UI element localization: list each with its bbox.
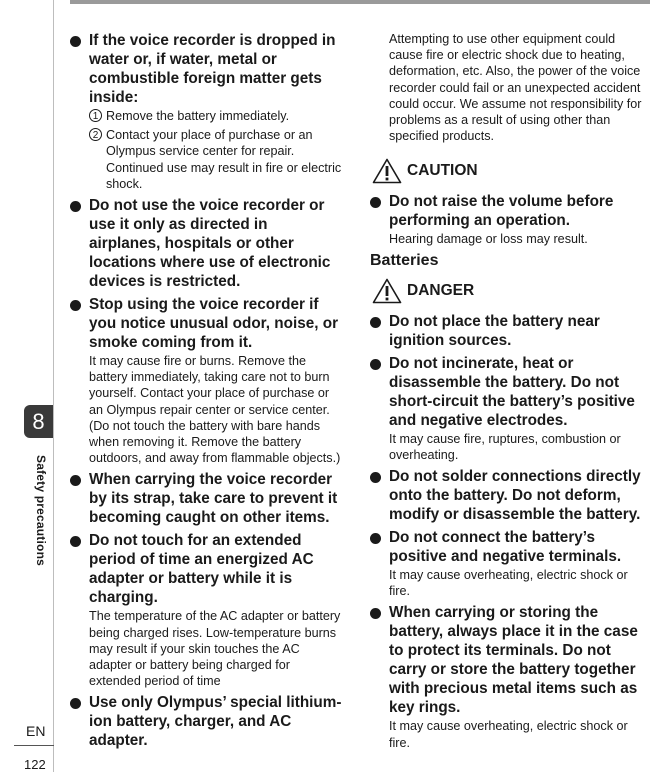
left-column [70,31,342,754]
danger-heading [372,278,648,304]
sidebar-divider [53,0,54,772]
step-number: 1 [89,109,102,122]
item-body: It may cause fire or burns. Remove the battery immediately, taking care not to burn yourself. Contact your place of purchase or an Olympus repair center or service center. (Do not touch the battery with bare hands when removing it. Remove the battery outdoors, and away from flammable objects.) [89,354,341,466]
chapter-title: Safety precautions [34,455,48,566]
item-heading: Stop using the voice recorder if you notice unusual odor, noise, or smoke coming from it. [89,296,339,352]
item-body: It may cause overheating, electric shock or fire. [389,719,628,750]
danger-item [370,354,648,463]
danger-label: DANGER [407,281,475,299]
warning-item [70,693,342,750]
item-body: Hearing damage or loss may result. [389,232,588,247]
item-heading: Do not raise the volume before performing an operation. [389,193,614,230]
step-number: 2 [89,128,102,141]
item-body: It may cause overheating, electric shock or fire. [389,568,628,599]
item-heading: When carrying the voice recorder by its strap, take care to prevent it becoming caught on other items. [89,471,338,527]
item-heading: When carrying or storing the battery, always place it in the case to protect its terminals. Do not carry or store the battery together with precious metal items such as key rings. [389,604,638,717]
bullet-icon [370,472,381,483]
bullet-icon [70,300,81,311]
item-heading: Do not touch for an extended period of time an energized AC adapter or battery while it is charging. [89,532,314,607]
item-body: The temperature of the AC adapter or battery being charged rises. Low-temperature burns may result if your skin touches the AC adapter or battery being charged for extended period of time [89,609,341,689]
item-heading: Do not use the voice recorder or use it only as directed in airplanes, hospitals or other locations where use of electronic devices is restricted. [89,197,331,291]
bullet-icon [70,475,81,486]
bullet-icon [370,359,381,370]
step-text: Remove the battery immediately. [106,109,290,123]
warning-triangle-icon [372,158,402,184]
bullet-icon [70,201,81,212]
item-heading: Do not place the battery near ignition sources. [389,312,600,349]
danger-item [370,528,648,599]
item-heading: If the voice recorder is dropped in water or, if water, metal or combustible foreign matter gets inside: [89,32,336,106]
chapter-tab[interactable]: 8 [24,405,53,438]
continuation-text: Attempting to use other equipment could cause fire or electric shock due to heating, deformation, etc. Also, the power of the voice recorder could fail or an unexpected accident could occur. We assume not responsibility for problems as a result of using other than specified products. [389,32,642,144]
warning-triangle-icon [372,278,402,304]
top-rule [70,0,650,4]
step-text: Contact your place of purchase or an Olympus service center for repair. Continued use may result in fire or electric shock. [106,128,342,191]
warning-item [70,196,342,291]
bullet-icon [70,536,81,547]
bullet-icon [70,698,81,709]
item-body: It may cause fire, ruptures, combustion or overheating. [389,431,621,462]
warning-item [70,470,342,527]
warning-item [70,31,342,192]
page-number: 122 [24,757,46,772]
bullet-icon [70,36,81,47]
bullet-icon [370,317,381,328]
step-row [89,127,342,192]
caution-heading [372,158,648,184]
warning-item [70,295,342,466]
step-row [89,108,342,124]
item-heading: Do not incinerate, heat or disassemble the battery. Do not short-circuit the battery’s positive and negative electrodes. [389,354,635,429]
danger-item [370,312,648,350]
bullet-icon [370,608,381,619]
language-divider [14,745,54,746]
right-column [370,31,648,755]
caution-item [370,192,648,247]
batteries-title: Batteries [370,251,439,269]
item-heading: Do not connect the battery’s positive and negative terminals. [389,529,622,566]
bullet-icon [370,197,381,208]
bullet-icon [370,533,381,544]
danger-item [370,467,648,524]
warning-item [70,531,342,689]
item-heading: Use only Olympus’ special lithium-ion battery, charger, and AC adapter. [89,694,342,750]
danger-item [370,603,648,750]
caution-label: CAUTION [407,162,478,180]
language-label: EN [26,723,46,739]
item-heading: Do not solder connections directly onto the battery. Do not deform, modify or disassemble the battery. [389,468,641,524]
